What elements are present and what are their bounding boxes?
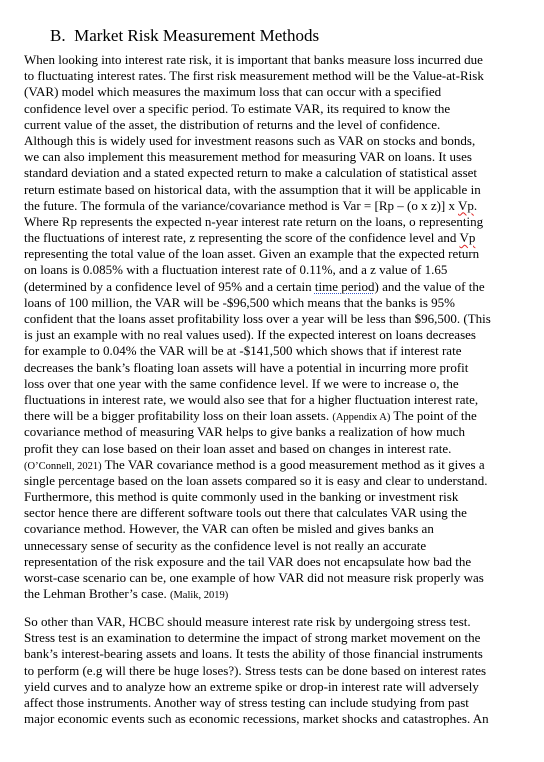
text-line: loans of 100 million, the VAR will be -$96,500 which means that the banks is 95% [24,294,456,310]
text-line: unnecessary sense of security as the confidence level is not really an accurate [24,537,427,553]
text-line: When looking into interest rate risk, it is important that banks measure loss incurred due [24,52,483,67]
text-line: to perform (e.g will there be huge loses?). Stress tests can be done based on interest rates [24,662,487,678]
text-line: covariance method of measuring VAR helps to give banks a realization of how much [24,424,466,440]
text-line: representing the total value of the loan asset. Given an example that the expected return [24,246,480,262]
text-line: the fluctuations of interest rate, z representing the score of the confidence level and Vp [24,230,476,246]
text-line: affect those instruments. Another way of stress testing can include studying from past [24,694,469,710]
text-line: worst-case scenario can be, one example of how VAR did not measure risk properly was [24,570,484,585]
citation-malik: (Malik, 2019) [169,590,229,602]
text-line: So other than VAR, HCBC should measure interest rate risk by undergoing stress test. [24,614,471,629]
text-line: sector hence there are different software tools out there that calculates VAR using the [24,505,467,521]
text-line: return estimate based on historical data, with the assumption that it will be applicable in [24,181,481,197]
text-line: Stress test is an examination to determine the impact of strong market movement on the [24,630,481,646]
text-line: current value of the asset, the distribution of returns and the level of confidence. [24,116,441,132]
text-line: confident that the loans asset profitability loss over a year will be less than $96,500. (This [24,311,491,326]
text-line: major economic events such as economic recessions, market shocks and catastrophes. An [24,711,489,727]
text-line: yield curves and to analyze how an extreme spike or drop-in interest rate will adversely [24,678,479,694]
text-line: Where Rp represents the expected n-year interest rate return on the loans, o representing [24,213,484,229]
text-line: (O’Connell, 2021) The VAR covariance method is a good measurement method as it gives a [24,456,485,472]
text-line: profit they can lose based on their loan asset and based on changes in interest rate. [24,440,452,456]
text-line: representation of the risk exposure and the tail VAR does not encapsulate how bad the [24,553,472,569]
text-line: on loans is 0.085% with a fluctuation interest rate of 0.11%, and a z value of 1.65 [24,262,448,278]
text-line: standard deviation and a stated expected return to make a calculation of statistical asset [24,165,478,181]
paragraph-stress-test [24,614,524,727]
text-line: Furthermore, this method is quite commonly used in the banking or investment risk [24,489,459,505]
text-line: there will be a bigger profitability loss on their loan assets. (Appendix A) The point of the [24,408,477,424]
text-line: Although this is widely used for investment reasons such as VAR on stocks and bonds, [24,132,476,148]
text-line: to fluctuating interest rates. The first risk measurement method will be the Value-at-Risk [24,68,484,84]
text-line: we can also implement this measurement method for measuring VAR on loans. It uses [24,149,472,165]
citation-appendix-a: (Appendix A) [332,412,391,424]
citation-oconnell: (O’Connell, 2021) [24,460,102,472]
text-line: single percentage based on the loan assets compared so it is easy and clear to understand. [24,472,488,488]
spelling-flag: Vp [458,197,474,213]
section-heading: B. Market Risk Measurement Methods [50,26,320,45]
text-line: confidence level over a specific period. To estimate VAR, its required to know the [24,100,451,116]
text-line: covariance method. However, the VAR can often be misled and gives banks an [24,521,434,537]
text-line: fluctuations in interest rate, we would also see that for a higher fluctuation interest rate, [24,391,479,407]
spelling-flag: Vp [459,230,476,246]
grammar-flag: time period [314,278,375,294]
text-line: loss over that one year with the same confidence level. If we were to increase o, the [24,375,459,391]
text-line: for example to 0.04% the VAR will be at -$141,500 which shows that if interest rate [24,343,462,359]
paragraph-var-method [24,52,524,602]
text-line: is just an example with no real values used). If the expected interest on loans decreases [24,327,476,343]
text-line: the future. The formula of the variance/covariance method is Var = [Rp – (o x z)] x Vp. [24,197,478,213]
text-line: the Lehman Brother’s case. (Malik, 2019) [24,586,229,602]
text-line: bank’s interest-bearing assets and loans. It tests the ability of those financial instruments [24,646,483,662]
text-line: (determined by a confidence level of 95% and a certain time period) and the value of the [24,278,485,294]
text-line: decreases the bank’s floating loan assets will have a potential in incurring more profit [24,359,469,375]
text-line: (VAR) model which measures the maximum loss that can occur with a specified [24,84,442,100]
